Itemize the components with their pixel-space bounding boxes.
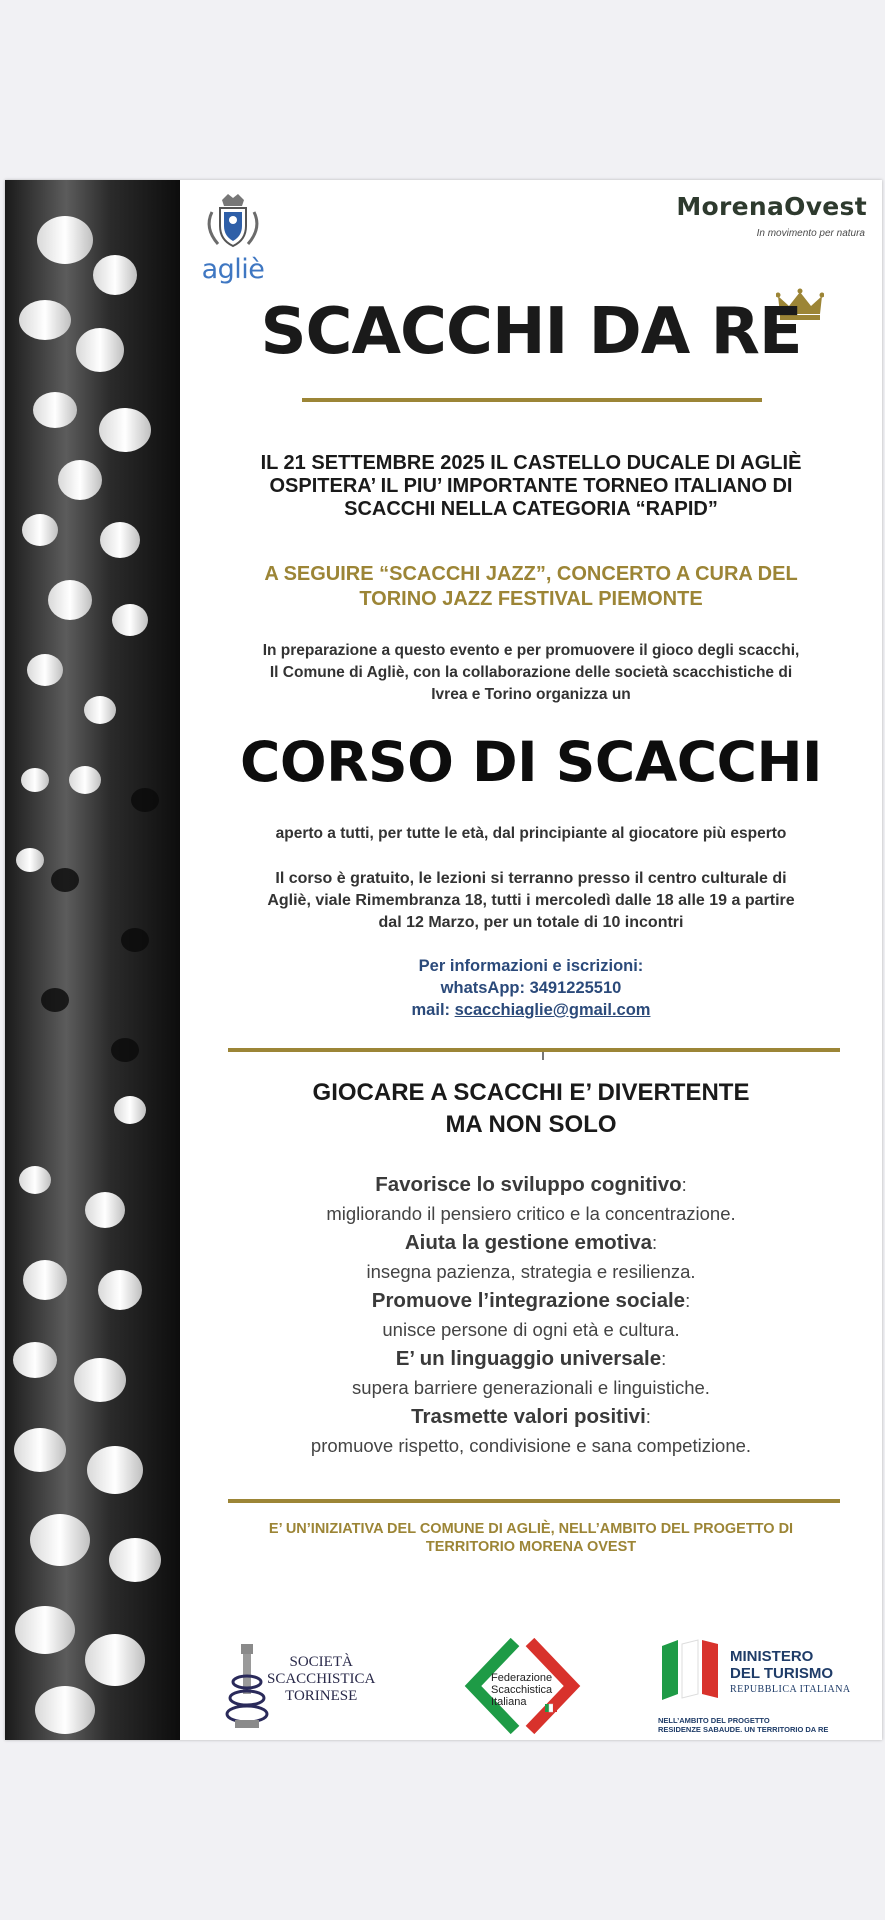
societa-scacchistica-torinese-logo xyxy=(225,1640,395,1730)
course-audience: aperto a tutti, per tutte le età, dal principiante al giocatore più esperto xyxy=(275,825,787,842)
jazz-line: A SEGUIRE “SCACCHI JAZZ”, CONCERTO A CURA DEL xyxy=(264,563,798,585)
prep-line: In preparazione a questo evento e per promuovere il gioco degli scacchi, xyxy=(262,642,800,659)
whatsapp-contact: whatsApp: 3491225510 xyxy=(440,979,622,997)
benefit-item: E’ un linguaggio universale: xyxy=(395,1347,667,1370)
divider-tick xyxy=(542,1052,544,1060)
morena-ovest-logo xyxy=(670,192,875,242)
federazione-scacchistica-italiana-logo xyxy=(455,1638,590,1738)
prep-line: Il Comune di Agliè, con la collaborazione delle società scacchistiche di xyxy=(269,664,793,681)
ministry-title-line: MINISTERO xyxy=(730,1648,814,1665)
poster xyxy=(5,180,882,1740)
announcement-line: IL 21 SETTEMBRE 2025 IL CASTELLO DUCALE DI AGLIÈ xyxy=(260,452,802,474)
fsi-text xyxy=(491,1672,552,1708)
contact-heading: Per informazioni e iscrizioni: xyxy=(418,957,644,975)
benefit-item: Aiuta la gestione emotiva: xyxy=(404,1231,658,1254)
morena-ovest-tagline: In movimento per natura xyxy=(756,228,865,239)
aglie-logo xyxy=(198,192,268,292)
benefit-desc: promuove rispetto, condivisione e sana competizione. xyxy=(310,1435,752,1456)
footer-divider xyxy=(228,1499,840,1503)
benefit-item: Trasmette valori positivi: xyxy=(411,1405,651,1428)
benefit-desc: supera barriere generazionali e linguistiche. xyxy=(352,1377,710,1398)
morena-ovest-wordmark: MorenaOvest xyxy=(676,192,867,221)
ministry-subtitle: REPUBBLICA ITALIANA xyxy=(730,1684,851,1695)
sst-line: SCACCHISTICA xyxy=(267,1671,376,1687)
sst-line: TORINESE xyxy=(285,1688,358,1704)
benefit-desc: insegna pazienza, strategia e resilienza. xyxy=(366,1261,696,1282)
poster-content xyxy=(180,180,882,1740)
coat-of-arms-icon xyxy=(198,192,268,252)
benefit-title: Aiuta la gestione emotiva xyxy=(404,1231,653,1254)
mail-label: mail: xyxy=(411,1001,455,1019)
chess-tower-icon xyxy=(225,1640,269,1734)
section-divider xyxy=(228,1048,840,1052)
prep-line: Ivrea e Torino organizza un xyxy=(431,686,631,703)
mail-link[interactable]: scacchiaglie@gmail.com xyxy=(454,1001,651,1019)
announcement-line: SCACCHI NELLA CATEGORIA “RAPID” xyxy=(344,498,718,520)
fsi-line: Federazione xyxy=(491,1672,553,1684)
preparation-paragraph xyxy=(180,640,882,706)
initiative-line: E’ UN’INIZIATIVA DEL COMUNE DI AGLIÈ, NELL’AMBITO DEL PROGETTO DI xyxy=(268,1521,794,1537)
course-detail-line: dal 12 Marzo, per un totale di 10 incontri xyxy=(378,914,684,931)
benefit-item: Promuove l’integrazione sociale: xyxy=(371,1289,691,1312)
fsi-line: Italiana xyxy=(491,1696,527,1708)
jazz-announcement xyxy=(180,562,882,612)
benefit-title: E’ un linguaggio universale xyxy=(395,1347,662,1370)
initiative-note xyxy=(180,1520,882,1556)
ministry-foot-line: RESIDENZE SABAUDE. UN TERRITORIO DA RE xyxy=(658,1725,829,1734)
mail-contact xyxy=(180,999,882,1021)
fun-heading-line: MA NON SOLO xyxy=(445,1111,617,1138)
event-title-text: SCACCHI DA RE xyxy=(260,295,802,369)
benefit-desc: unisce persone di ogni età e cultura. xyxy=(382,1319,680,1340)
course-details xyxy=(180,868,882,934)
fun-heading xyxy=(180,1077,882,1141)
sst-text xyxy=(267,1654,375,1705)
chess-pieces-photo xyxy=(5,180,180,1740)
initiative-line: TERRITORIO MORENA OVEST xyxy=(425,1539,637,1555)
jazz-line: TORINO JAZZ FESTIVAL PIEMONTE xyxy=(359,588,703,610)
italian-flag-icon xyxy=(658,1638,722,1700)
aglie-wordmark: agliè xyxy=(201,254,265,285)
benefit-desc: migliorando il pensiero critico e la concentrazione. xyxy=(326,1203,736,1224)
ministry-foot-line: NELL’AMBITO DEL PROGETTO xyxy=(658,1716,770,1725)
benefit-title: Promuove l’integrazione sociale xyxy=(371,1289,686,1312)
benefit-title: Favorisce lo sviluppo cognitivo xyxy=(375,1173,682,1196)
tournament-announcement xyxy=(180,452,882,521)
ministry-title-line: DEL TURISMO xyxy=(730,1665,834,1682)
sst-line: SOCIETÀ xyxy=(289,1654,353,1670)
ministry-footnote xyxy=(658,1716,828,1734)
fsi-line: Scacchistica xyxy=(491,1684,553,1696)
ministry-title xyxy=(730,1648,833,1682)
title-underline xyxy=(302,398,762,402)
benefit-title: Trasmette valori positivi xyxy=(411,1405,646,1428)
contact-info xyxy=(180,955,882,1021)
benefit-item: Favorisce lo sviluppo cognitivo: xyxy=(375,1173,687,1196)
partner-logos xyxy=(180,1620,882,1734)
benefits-list xyxy=(180,1170,882,1460)
event-title xyxy=(180,295,882,369)
ministero-del-turismo-logo xyxy=(658,1638,873,1738)
course-title: CORSO DI SCACCHI xyxy=(239,730,822,794)
fun-heading-line: GIOCARE A SCACCHI E’ DIVERTENTE xyxy=(312,1079,750,1106)
course-detail-line: Il corso è gratuito, le lezioni si terranno presso il centro culturale di xyxy=(275,870,787,887)
course-detail-line: Agliè, viale Rimembranza 18, tutti i mercoledì dalle 18 alle 19 a partire xyxy=(267,892,795,909)
announcement-line: OSPITERA’ IL PIU’ IMPORTANTE TORNEO ITALIANO DI xyxy=(269,475,793,497)
chess-pieces-illustration xyxy=(5,180,180,1740)
